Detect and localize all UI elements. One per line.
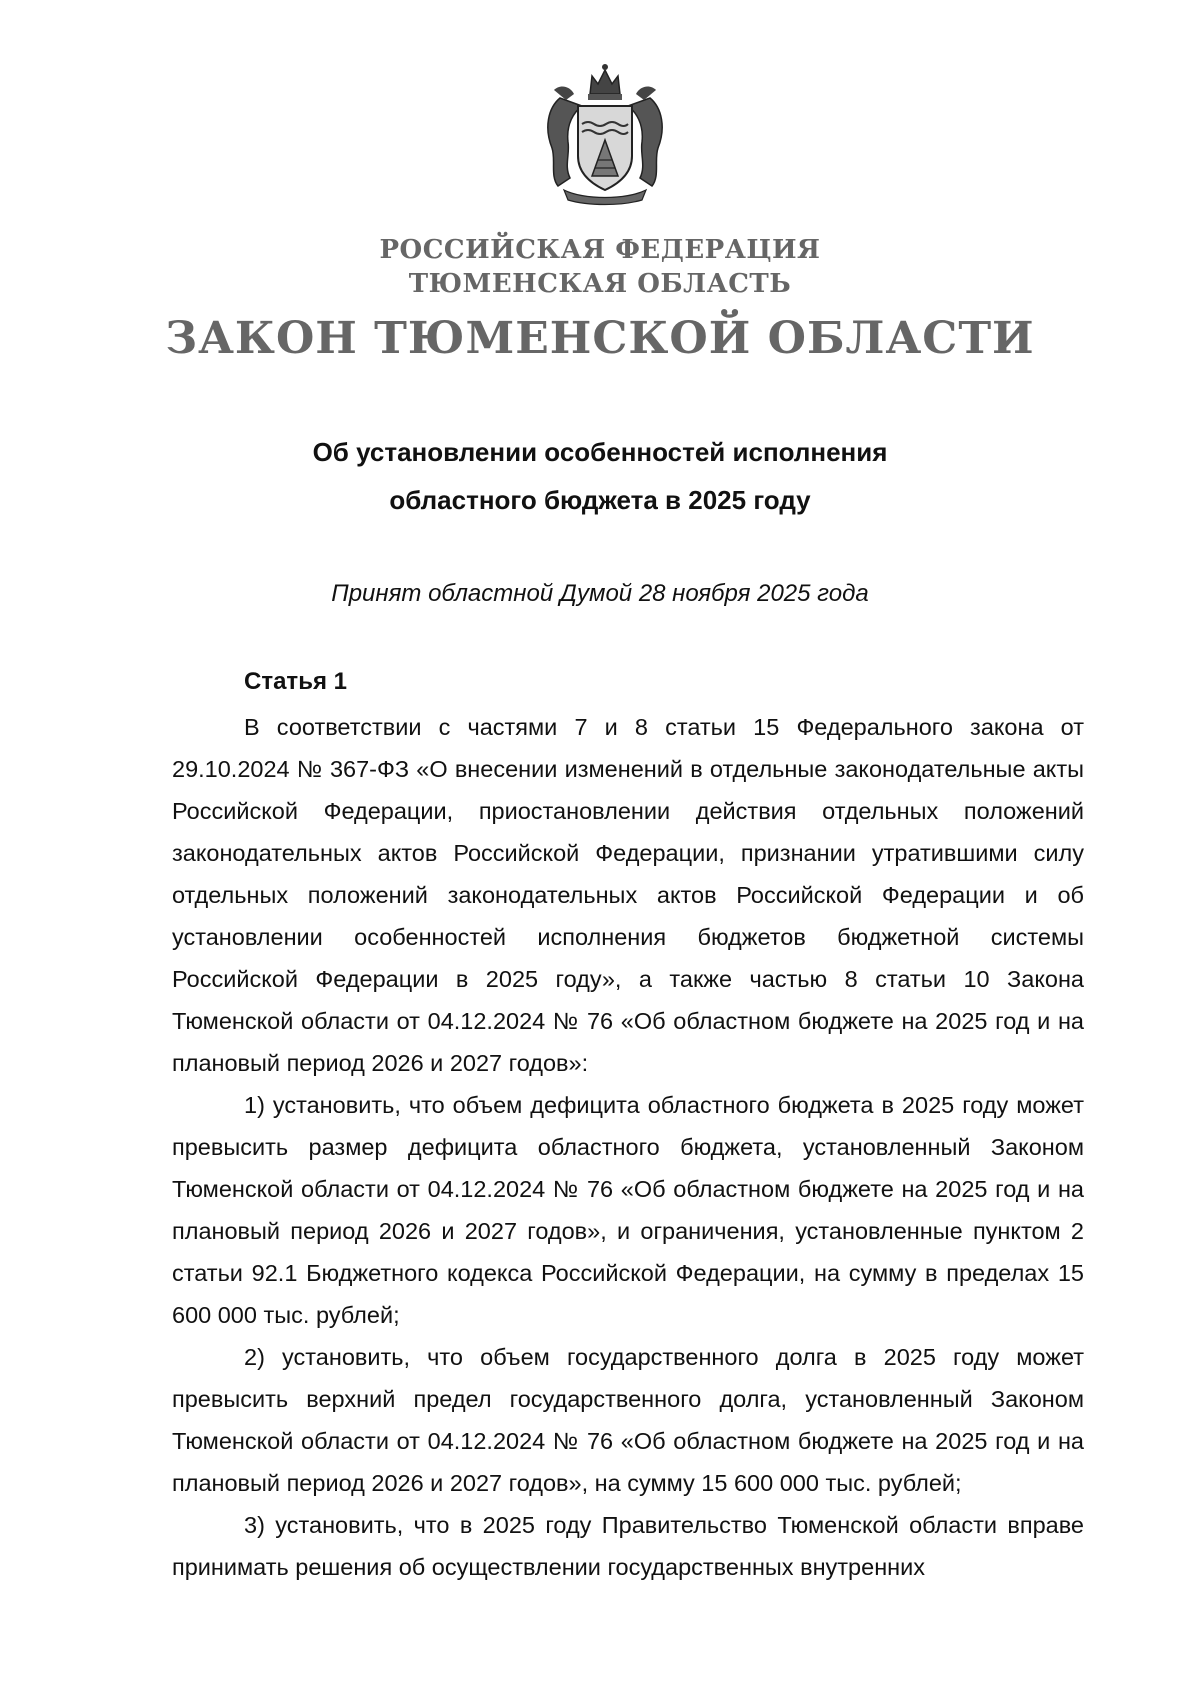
- region-heading: ТЮМЕНСКАЯ ОБЛАСТЬ: [408, 269, 792, 299]
- document-title-line-1: Об установлении особенностей исполнения: [312, 437, 888, 467]
- article-heading: Статья 1: [244, 668, 347, 695]
- paragraph: 1) установить, что объем дефицита областного бюджета в 2025 году может превысить размер дефицита областного бюджета, установленный Законом Тюменской области от 04.12.2024 № 76 «Об областном бюджете на 2025 год и на плановый период 2026 и 2027 годов», и ограничения, установленные пунктом 2 статьи 92.1 Бюджетного кодекса Российской Федерации, на сумму в пределах 15 600 000 тыс. рублей;: [172, 1092, 1084, 1328]
- document-title-line-2: областного бюджета в 2025 году: [389, 485, 811, 515]
- paragraph: В соответствии с частями 7 и 8 статьи 15 Федерального закона от 29.10.2024 № 367-ФЗ «О внесении изменений в отдельные законодательные акты Российской Федерации, приостановлении действия отдельных положений законодательных актов Российской Федерации, признании утратившими силу отдельных положений законодательных актов Российской Федерации и об установлении особенностей исполнения бюджетов бюджетной системы Российской Федерации в 2025 году», а также частью 8 статьи 10 Закона Тюменской области от 04.12.2024 № 76 «Об областном бюджете на 2025 год и на плановый период 2026 и 2027 годов»:: [172, 714, 1084, 1076]
- tyumen-coat-of-arms-icon: [530, 58, 680, 208]
- adoption-note: Принят областной Думой 28 ноября 2025 года: [331, 580, 869, 607]
- country-heading: РОССИЙСКАЯ ФЕДЕРАЦИЯ: [379, 235, 821, 265]
- paragraph: 2) установить, что объем государственного долга в 2025 году может превысить верхний предел государственного долга, установленный Законом Тюменской области от 04.12.2024 № 76 «Об областном бюджете на 2025 год и на плановый период 2026 и 2027 годов», на сумму 15 600 000 тыс. рублей;: [172, 1344, 1084, 1496]
- document-title: [0, 428, 1200, 524]
- paragraph: 3) установить, что в 2025 году Правительство Тюменской области вправе принимать решения об осуществлении государственных внутренних: [172, 1512, 1084, 1580]
- law-type-heading: ЗАКОН ТЮМЕНСКОЙ ОБЛАСТИ: [165, 313, 1035, 364]
- article-body: [172, 706, 1084, 1588]
